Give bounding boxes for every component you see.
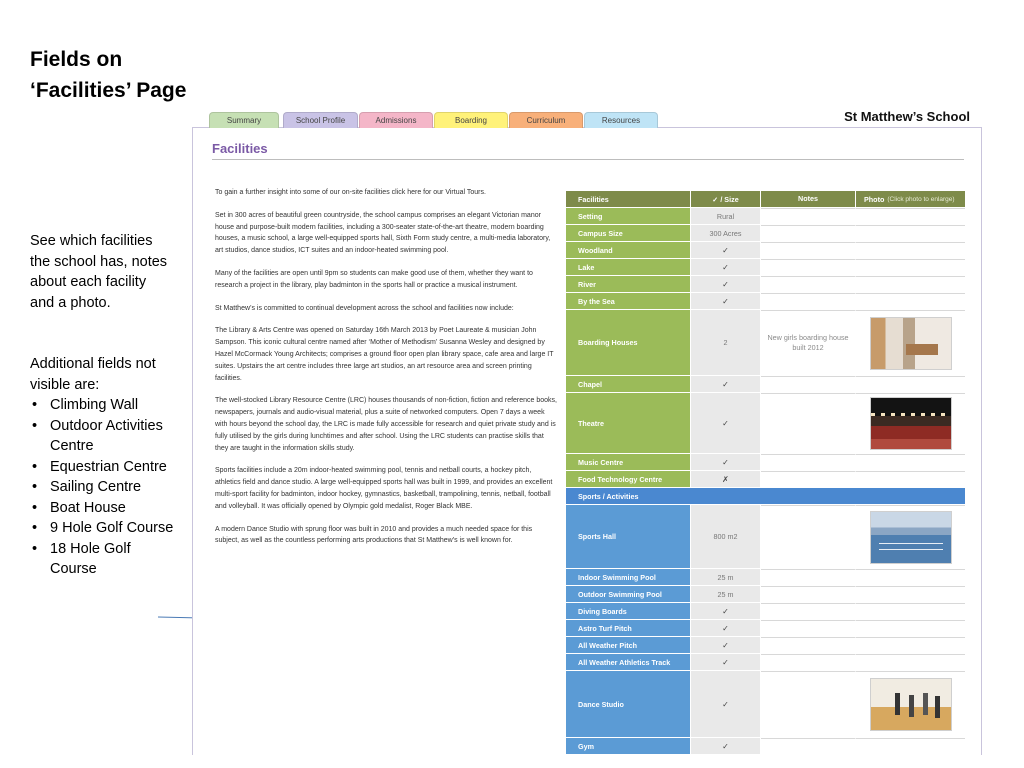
table-row <box>566 569 965 586</box>
facility-notes <box>761 393 856 453</box>
facility-name: Dance Studio <box>566 671 691 737</box>
facility-photo-cell <box>856 208 965 224</box>
facility-photo-cell <box>856 471 965 487</box>
facility-name: By the Sea <box>566 293 691 309</box>
table-row <box>566 242 965 259</box>
facility-name: Food Technology Centre <box>566 471 691 487</box>
facility-notes <box>761 225 856 241</box>
virtual-tour-link[interactable]: To gain a further insight into some of our on-site facilities click here for our Virtual Tours. <box>215 189 486 196</box>
section-label-sports: Sports / Activities <box>566 488 965 504</box>
table-row <box>566 225 965 242</box>
facility-name: Lake <box>566 259 691 275</box>
facility-photo-cell <box>856 242 965 258</box>
facility-notes <box>761 671 856 737</box>
slide-title: Fields on ‘Facilities’ Page <box>30 48 187 102</box>
header-size: ✓ / Size <box>691 191 761 207</box>
check-icon: ✓ <box>691 654 761 670</box>
facility-notes <box>761 738 856 754</box>
facility-value: 2 <box>691 310 761 375</box>
additional-field-item: • Outdoor Activities Centre <box>30 416 180 457</box>
additional-field-item: • Sailing Centre <box>30 477 180 498</box>
page-title: Facilities <box>212 141 268 156</box>
facility-photo-cell <box>856 637 965 653</box>
tab-resources[interactable]: Resources <box>584 112 658 128</box>
additional-field-item: • 18 Hole Golf Course <box>30 539 180 580</box>
facility-name: River <box>566 276 691 292</box>
check-icon: ✓ <box>691 376 761 392</box>
table-row <box>566 293 965 310</box>
facility-photo-cell <box>856 376 965 392</box>
facility-name: Gym <box>566 738 691 754</box>
table-row <box>566 637 965 654</box>
facility-name: Campus Size <box>566 225 691 241</box>
table-row <box>566 505 965 569</box>
facility-name: Sports Hall <box>566 505 691 568</box>
facility-notes <box>761 454 856 470</box>
header-photo <box>856 191 965 207</box>
tab-boarding[interactable]: Boarding <box>434 112 508 128</box>
facility-notes <box>761 637 856 653</box>
check-icon: ✓ <box>691 620 761 636</box>
body-paragraph: The Library & Arts Centre was opened on Saturday 16th March 2013 by Poet Laureate & musician John Sampson. This iconic cultural centre named after ‘Mother of Methodism’ Susanna Wesley and designed by Hazel McCormack Young Architects; comprises a ground floor open plan library space, cafe area and large IT suites. Upstairs the art centre includes three large art studios, an art resource area and screen printing facilities. <box>215 327 554 382</box>
facility-photo-cell <box>856 310 965 375</box>
facility-notes <box>761 242 856 258</box>
facility-photo-cell <box>856 569 965 585</box>
additional-fields-list <box>30 395 180 580</box>
table-row <box>566 276 965 293</box>
facility-value: Rural <box>691 208 761 224</box>
table-row <box>566 393 965 454</box>
facility-name: Setting <box>566 208 691 224</box>
facility-notes <box>761 586 856 602</box>
facility-name: Theatre <box>566 393 691 453</box>
facility-photo-cell <box>856 620 965 636</box>
facility-photo-cell <box>856 276 965 292</box>
facility-notes <box>761 259 856 275</box>
facility-photo-cell <box>856 259 965 275</box>
body-paragraph: Set in 300 acres of beautiful green countryside, the school campus comprises an elegant Victorian manor house and purpose-built modern facilities, including a 300-seater state-of-the-art theatre, modern boarding houses, a music school, a large well-equipped sports hall, Sixth Form study centre, a multi-media laboratory, art studios, dance studios, ICT suites and an indoor-heated swimming pool. <box>215 211 551 255</box>
facility-photo-cell <box>856 603 965 619</box>
facility-photo-cell <box>856 454 965 470</box>
facility-photo-cell <box>856 586 965 602</box>
table-row <box>566 671 965 738</box>
facility-photo-cell <box>856 293 965 309</box>
body-paragraph: The well-stocked Library Resource Centre (LRC) houses thousands of non-fiction, fiction and reference books, newspapers, journals and audio-visual material, plus a suite of networked computers. Open 7 days a week with hours beyond the school day, the LRC is made fully accessible for research and quiet private study and is fully utilised by the girls during lunchtimes and after school. Using the LRC students can practise skills that they are taught in the information skills study. <box>215 397 558 452</box>
check-icon: ✓ <box>691 259 761 275</box>
facility-photo-cell <box>856 671 965 737</box>
header-photo-label: Photo <box>864 194 885 204</box>
facility-name: All Weather Pitch <box>566 637 691 653</box>
additional-field-item: • Equestrian Centre <box>30 457 180 478</box>
check-icon: ✓ <box>691 603 761 619</box>
facility-name: Music Centre <box>566 454 691 470</box>
school-name: St Matthew’s School <box>844 109 970 124</box>
check-icon: ✓ <box>691 738 761 754</box>
cross-icon: ✗ <box>691 471 761 487</box>
facility-value: 25 m <box>691 569 761 585</box>
facility-notes <box>761 208 856 224</box>
facility-notes <box>761 293 856 309</box>
facility-name: Woodland <box>566 242 691 258</box>
body-paragraph: St Matthew’s is committed to continual development across the school and facilities now include: <box>215 304 514 312</box>
slide-description: See which facilities the school has, notes about each facility and a photo. <box>30 233 168 311</box>
tab-school-profile[interactable]: School Profile <box>283 112 358 128</box>
additional-field-item: • Climbing Wall <box>30 395 180 416</box>
facility-photo-cell <box>856 225 965 241</box>
table-row <box>566 471 965 488</box>
facility-photo-cell <box>856 654 965 670</box>
table-row <box>566 259 965 276</box>
facilities-description <box>215 187 557 558</box>
table-row <box>566 620 965 637</box>
additional-fields-block <box>30 354 180 580</box>
theatre-photo[interactable] <box>870 397 952 450</box>
table-row <box>566 454 965 471</box>
facility-photo-cell <box>856 505 965 568</box>
facility-name: Chapel <box>566 376 691 392</box>
facility-notes <box>761 471 856 487</box>
header-photo-hint: (Click photo to enlarge) <box>887 195 955 203</box>
table-row <box>566 586 965 603</box>
header-notes: Notes <box>761 191 856 207</box>
facility-name: Indoor Swimming Pool <box>566 569 691 585</box>
boarding-house-photo[interactable] <box>870 317 952 370</box>
heading-divider <box>212 159 964 160</box>
facility-notes <box>761 654 856 670</box>
additional-field-item: • Boat House <box>30 498 180 519</box>
check-icon: ✓ <box>691 637 761 653</box>
header-facilities: Facilities <box>566 191 691 207</box>
facility-name: Boarding Houses <box>566 310 691 375</box>
additional-field-item: • 9 Hole Golf Course <box>30 518 180 539</box>
facility-notes <box>761 276 856 292</box>
facility-photo-cell <box>856 393 965 453</box>
facility-photo-cell <box>856 738 965 754</box>
dance-studio-photo[interactable] <box>870 678 952 731</box>
table-row <box>566 376 965 393</box>
facility-notes <box>761 569 856 585</box>
table-row <box>566 738 965 755</box>
tab-admissions[interactable]: Admissions <box>359 112 433 128</box>
facility-value: 300 Acres <box>691 225 761 241</box>
body-paragraph: Many of the facilities are open until 9pm so students can make good use of them, whether they want to research a project in the library, play badminton in the sports hall or practice a musical instrument. <box>215 269 533 289</box>
facility-notes: New girls boarding house built 2012 <box>761 310 856 375</box>
table-header-row <box>566 191 965 208</box>
facility-name: Diving Boards <box>566 603 691 619</box>
table-row <box>566 310 965 376</box>
table-row <box>566 603 965 620</box>
body-paragraph: Sports facilities include a 20m indoor-heated swimming pool, tennis and netball courts, a hockey pitch, athletics field and dance studio. A large well-equipped sports hall was built in 1999, and provides an excellent multi-sport facility for badminton, indoor hockey, gymnastics, basketball, trampolining, tennis, netball, football and volleyball. It was officially opened by Olympic gold medalist, Roger Black MBE. <box>215 467 553 510</box>
facility-value: 25 m <box>691 586 761 602</box>
facility-notes <box>761 620 856 636</box>
table-row <box>566 654 965 671</box>
table-row <box>566 208 965 225</box>
body-paragraph: A modern Dance Studio with sprung floor was built in 2010 and provides a much needed space for this subject, as well as the countless performing arts productions that St Matthew’s is well known for. <box>215 525 533 545</box>
tab-summary[interactable]: Summary <box>209 112 279 128</box>
check-icon: ✓ <box>691 454 761 470</box>
facility-notes <box>761 603 856 619</box>
additional-fields-intro: Additional fields not visible are: <box>30 356 156 393</box>
tab-curriculum[interactable]: Curriculum <box>509 112 583 128</box>
check-icon: ✓ <box>691 242 761 258</box>
check-icon: ✓ <box>691 276 761 292</box>
check-icon: ✓ <box>691 671 761 737</box>
facility-notes <box>761 505 856 568</box>
facility-value: 800 m2 <box>691 505 761 568</box>
facility-notes <box>761 376 856 392</box>
facility-name: Outdoor Swimming Pool <box>566 586 691 602</box>
table-section-row <box>566 488 965 505</box>
check-icon: ✓ <box>691 293 761 309</box>
sports-hall-photo[interactable] <box>870 511 952 564</box>
facility-name: All Weather Athletics Track <box>566 654 691 670</box>
check-icon: ✓ <box>691 393 761 453</box>
facility-name: Astro Turf Pitch <box>566 620 691 636</box>
